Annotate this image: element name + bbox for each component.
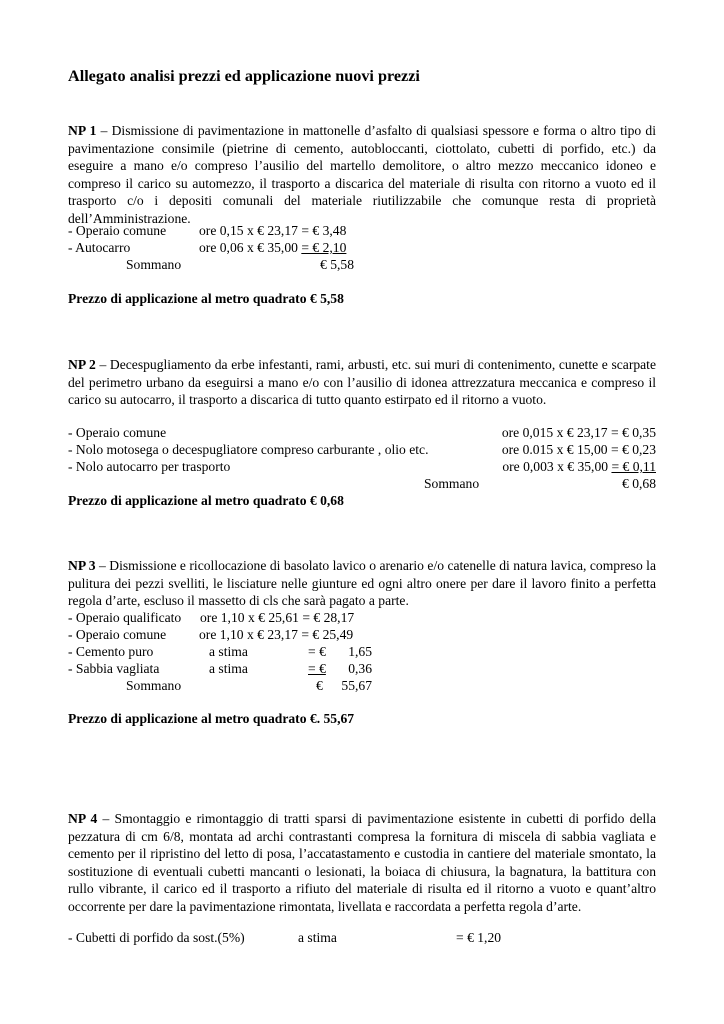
np3-row-stima: a stima [209,644,248,659]
np4-row-item: - Cubetti di porfido da sost.(5%) [68,930,245,945]
np4-text: – Smontaggio e rimontaggio di tratti sparsi di pavimentazione esistente in cubetti di porfido della pezzatura di cm 6/8, montata ad archi contrastanti compresa la fornitura di miscela di sabbia vagliata e cemento per il ripristino del letto di posa, l’accatastamento e custodia in cantiere del materiale smontato, la sostituzione di eventuali cubetti mancanti o lesionati, la boiaca di chiusura, la bagnatura, la battitura con rullo vibrante, il carico ed il trasporto a rifiuto del materiale di risulta ed il ritorno a vuoto e quant’altro occorrente per dare la pavimentazione rimontata, livellata e raccordata a perfetta regola d’arte. [68,811,656,914]
np3-row-eq: = € [308,661,326,676]
np1-price: Prezzo di applicazione al metro quadrato € 5,58 [68,291,344,306]
np3-row-item: - Operaio qualificato [68,610,182,625]
np2-row-calc [502,458,656,475]
np3-row-item: - Cemento puro [68,644,154,659]
np3-row-value: 0,36 [348,661,372,676]
np2-row-autocarro [68,458,656,475]
np3-price: Prezzo di applicazione al metro quadrato €. 55,67 [68,711,355,726]
np2-row-calc: ore 0.015 x € 15,00 = € 0,23 [501,442,656,457]
np2-row-calc: ore 0,015 x € 23,17 = € 0,35 [501,425,656,440]
np3-row-stima: a stima [209,661,248,676]
np1-sum-value: € 5,58 [320,257,354,272]
np3-sum-value: 55,67 [341,678,372,693]
np1-sum-label: Sommano [126,257,182,272]
np3-row-eq: = € [308,644,326,659]
np4-label: NP 4 [68,811,98,826]
np1-row-calc: ore 0,15 x € 23,17 = € 3,48 [199,223,347,238]
np2-row-calc-pre: ore 0,003 x € 35,00 [502,459,612,474]
np3-sum-label: Sommano [126,678,182,693]
np3-row-calc: ore 1,10 x € 23,17 = € 25,49 [199,627,354,642]
np3-label: NP 3 [68,558,96,573]
np3-row-item: - Operaio comune [68,627,167,642]
np1-text: – Dismissione di pavimentazione in mattonelle d’asfalto di qualsiasi spessore e forma o altro tipo di pavimentazione consimile (pietrine di cemento, autobloccanti, ciottolato, cubetti di porfido, etc.) da eseguire a mano e/o compreso l’ausilio del martello demolitore, o altro mezzo meccanico idoneo e compreso il carico su automezzo, il trasporto a discarica del materiale di risulta con ritorno a vuoto ed il trasporto c/o i depositi comunali del materiale riutilizzabile che comunque resta di proprietà dell’Amministrazione. [68,123,656,226]
np1-row-item: - Autocarro [68,240,131,255]
np2-price: Prezzo di applicazione al metro quadrato € 0,68 [68,493,344,508]
np3-sum-currency: € [316,678,323,693]
np3-text: – Dismissione e ricollocazione di basolato lavico o arenario e/o catenelle di natura lavica, compreso la pulitura dei pezzi svelliti, le lisciature nelle giunture ed ogni altro onere per dare il lavoro finito a perfetta regola d’arte, escluso il massetto di cls che sarà pagato a parte. [68,558,656,609]
np2-row-item: - Nolo motosega o decespugliatore compreso carburante , olio etc. [68,442,429,457]
np4-description [68,810,656,916]
np2-sum-label: Sommano [424,476,480,491]
np4-row-calc: = € 1,20 [456,930,502,945]
np3-description [68,557,656,610]
np2-row-calc-total: = € 0,11 [611,459,656,474]
np2-row-operaio [68,424,656,441]
np2-row-motosega [68,441,656,458]
np3-row-value: 1,65 [348,644,372,659]
np1-row-calc-pre: ore 0,06 x € 35,00 [199,240,302,255]
document-title: Allegato analisi prezzi ed applicazione nuovi prezzi [68,67,420,85]
np1-row-calc [199,239,346,256]
np2-row-item: - Nolo autocarro per trasporto [68,459,231,474]
np2-description [68,356,656,409]
np1-row-item: - Operaio comune [68,223,167,238]
np3-row-item: - Sabbia vagliata [68,661,160,676]
np2-label: NP 2 [68,357,96,372]
np1-label: NP 1 [68,123,97,138]
np1-row-calc-total: = € 2,10 [301,240,347,255]
np2-sum [68,475,656,492]
np3-row-calc: ore 1,10 x € 25,61 = € 28,17 [200,610,355,625]
np2-sum-value: € 0,68 [622,476,656,491]
np1-description [68,122,656,228]
np2-row-item: - Operaio comune [68,425,167,440]
np4-row-stima: a stima [298,930,337,945]
np2-text: – Decespugliamento da erbe infestanti, rami, arbusti, etc. sui muri di contenimento, cunette e scarpate del perimetro urbano da eseguirsi a mano e/o con l’ausilio di idonea attrezzatura meccanica e compreso il carico su autocarro, il trasporto a discarica di tutto quanto estirpato ed il ritorno a vuoto. [68,357,656,408]
